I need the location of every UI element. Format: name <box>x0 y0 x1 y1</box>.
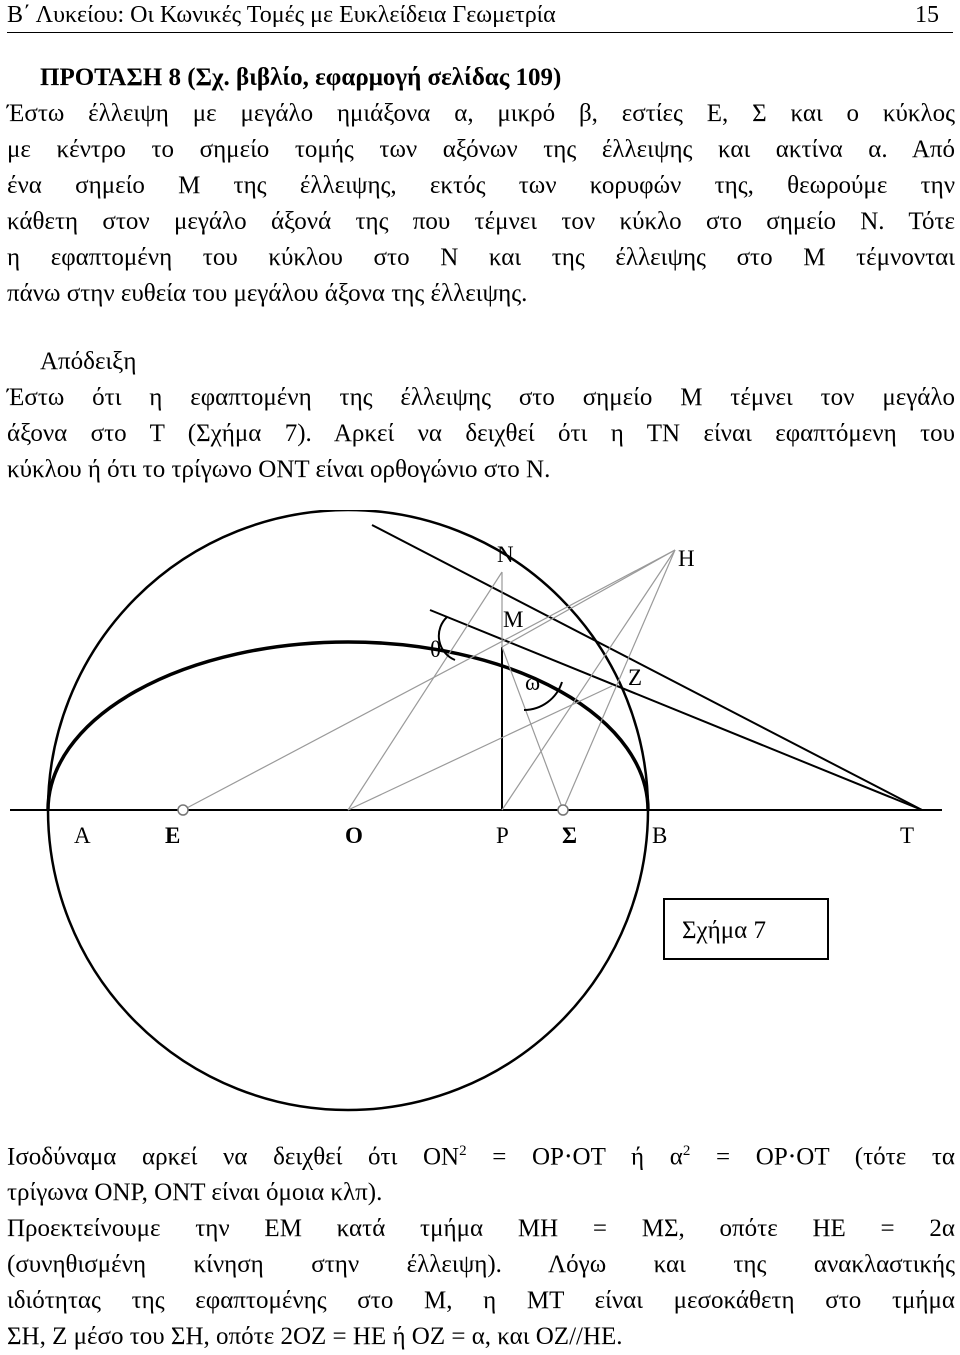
header-title: Β΄ Λυκείου: Οι Κωνικές Τομές με Ευκλείδεια Γεωμετρία <box>7 2 556 28</box>
label-p: Ρ <box>496 823 509 848</box>
label-z: Ζ <box>628 665 643 690</box>
label-h: Η <box>678 546 695 571</box>
figure-caption: Σχήμα 7 <box>682 917 766 944</box>
exponent: 2 <box>459 1143 467 1159</box>
equation-term: ΟΝ <box>422 1143 460 1171</box>
proof-line: Έστω ότι η εφαπτομένη της έλλειψης στο σημείο Μ τέμνει τον μεγάλο <box>7 384 955 411</box>
label-theta: θ <box>430 637 442 662</box>
focus-s-marker <box>558 805 568 815</box>
page-header <box>7 2 953 33</box>
proposition-heading: ΠΡΟΤΑΣΗ 8 (Σχ. βιβλίο, εφαρμογή σελίδας 109) <box>40 64 562 91</box>
proof-line: άξονα στο Τ (Σχήμα 7). Αρκεί να δειχθεί ότι η ΤΝ είναι εφαπτόμενη του <box>7 420 955 447</box>
conclusion-line: Προεκτείνουμε την ΕΜ κατά τμήμα ΜΗ = ΜΣ, οπότε ΗΕ = 2α <box>7 1215 955 1243</box>
conclusion-text <box>7 1133 955 1355</box>
statement-line: η εφαπτομένη του κύκλου στο Ν και της έλλειψης στο Μ τέμνονται <box>7 244 955 271</box>
label-s: Σ <box>562 823 578 848</box>
label-a: Α <box>74 823 91 848</box>
tangent-circle-n <box>372 525 922 810</box>
statement-line: με κέντρο το σημείο τομής των αξόνων της έλλειψης και ακτίνα α. Από <box>7 136 955 163</box>
statement-line: κάθετη στον μεγάλο άξονά της που τέμνει τον κύκλο στο σημείο Ν. Τότε <box>7 208 955 235</box>
label-m: Μ <box>503 607 524 632</box>
equation-line <box>7 1133 955 1175</box>
conclusion-line: τρίγωνα ΟΝΡ, ΟΝΤ είναι όμοια κλπ). <box>7 1179 383 1207</box>
label-omega: ω <box>525 670 541 695</box>
equation-text: Ισοδύναμα αρκεί να δειχθεί ότι <box>7 1143 398 1171</box>
label-e: Ε <box>165 823 181 848</box>
proof-title: Απόδειξη <box>40 348 137 375</box>
exponent: 2 <box>682 1143 691 1159</box>
label-n: Ν <box>497 542 514 567</box>
label-b: Β <box>652 823 668 848</box>
conclusion-line: ΣΗ, Ζ μέσο του ΣΗ, οπότε 2ΟΖ = ΗΕ ή ΟΖ = α, και ΟΖ//ΗΕ. <box>7 1323 623 1351</box>
page-number: 15 <box>915 2 939 28</box>
focus-e-marker <box>178 805 188 815</box>
proof-text <box>7 380 955 488</box>
statement-line: ένα σημείο Μ της έλλειψης, εκτός των κορυφών της, θεωρούμε την <box>7 172 955 199</box>
geometry-figure <box>0 510 960 1130</box>
proposition-statement <box>7 96 955 312</box>
conclusion-line: ιδιότητας της εφαπτομένης στο Μ, η ΜΤ είναι μεσοκάθετη στο τμήμα <box>7 1287 955 1315</box>
equation-term: = ΟΡ⋅ΟΤ (τότε τα <box>716 1143 956 1171</box>
conclusion-line: (συνηθισμένη κίνηση στην έλλειψη). Λόγω και της ανακλαστικής <box>7 1251 955 1279</box>
statement-line: Έστω έλλειψη με μεγάλο ημιάξονα α, μικρό β, εστίες Ε, Σ και ο κύκλος <box>7 100 955 127</box>
label-o: Ο <box>345 823 363 848</box>
equation-term: = ΟΡ⋅ΟΤ ή α <box>492 1143 683 1171</box>
label-t: Τ <box>900 823 915 848</box>
proof-line: κύκλου ή ότι το τρίγωνο ΟΝΤ είναι ορθογώνιο στο Ν. <box>7 456 551 483</box>
statement-line: πάνω στην ευθεία του μεγάλου άξονα της έλλειψης. <box>7 280 528 307</box>
